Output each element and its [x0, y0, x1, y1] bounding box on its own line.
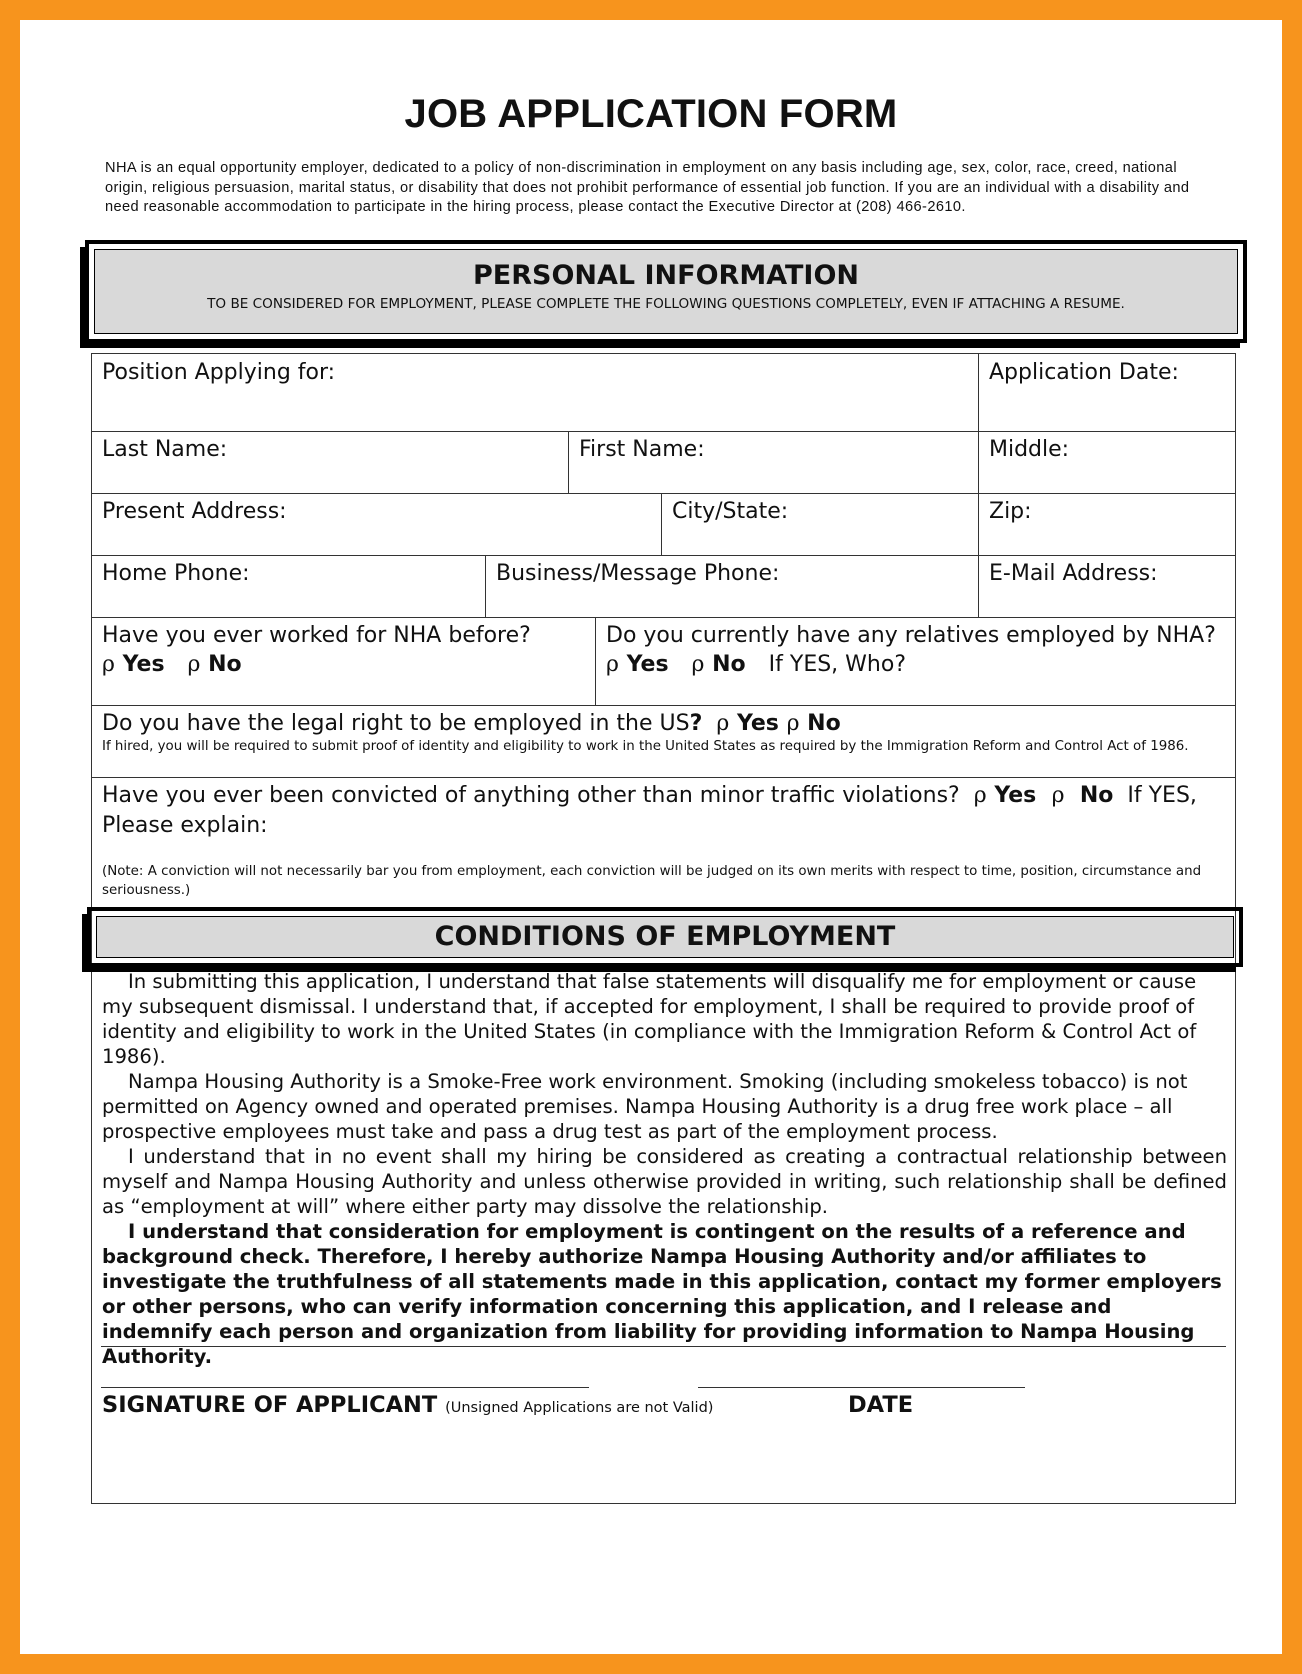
relatives-if-yes-who[interactable]: If YES, Who?: [768, 652, 907, 677]
yes-checkbox[interactable]: ρ: [973, 783, 987, 808]
please-explain-field[interactable]: Please explain:: [102, 813, 268, 838]
personal-information-banner: [85, 240, 1247, 343]
yes-checkbox[interactable]: ρ: [102, 652, 115, 677]
divider: [91, 705, 1236, 706]
yes-label: Yes: [736, 711, 779, 736]
email-address-field[interactable]: E-Mail Address:: [989, 561, 1158, 586]
no-label: No: [807, 711, 841, 736]
personal-information-instructions: TO BE CONSIDERED FOR EMPLOYMENT, PLEASE COMPLETE THE FOLLOWING QUESTIONS COMPLETELY, EVEN IF ATTACHING A RESUME.: [207, 296, 1125, 312]
condition-paragraph: Nampa Housing Authority is a Smoke-Free work environment. Smoking (including smokeless tobacco) is not permitted on Agency owned and operated premises. Nampa Housing Authority is a drug free work place – all prospective employees must take and pass a drug test as part of the employment process.: [102, 1070, 1188, 1143]
zip-field[interactable]: Zip:: [989, 499, 1032, 524]
present-address-field[interactable]: Present Address:: [102, 499, 287, 524]
business-phone-field[interactable]: Business/Message Phone:: [496, 561, 780, 586]
worked-for-nha-question: Have you ever worked for NHA before?: [102, 623, 531, 648]
divider: [91, 431, 1236, 432]
application-date-field[interactable]: Application Date:: [989, 360, 1179, 385]
equal-opportunity-statement: NHA is an equal opportunity employer, dedicated to a policy of non-discrimination in employment on any basis including age, sex, color, race, creed, national origin, religious persuasion, marital status, or disability that does not prohibit performance of essential job function. If you are an individual with a disability and need reasonable accommodation to participate in the hiring process, please contact the Executive Director at (208) 466-2610.: [105, 160, 1190, 215]
conviction-note: (Note: A conviction will not necessarily bar you from employment, each conviction will be judged on its own merits with respect to time, position, circumstance and seriousness.): [102, 864, 1202, 898]
relatives-options: [606, 652, 906, 677]
divider: [978, 353, 979, 617]
no-checkbox[interactable]: ρ: [786, 711, 800, 736]
no-checkbox[interactable]: ρ: [1051, 783, 1065, 808]
no-checkbox[interactable]: ρ: [187, 652, 201, 677]
yes-label: Yes: [626, 652, 669, 677]
condition-paragraph: I understand that in no event shall my hiring be considered as creating a contractual relationship between myself and Nampa Housing Authority and unless otherwise provided in writing, such relationship shall be defined as “employment at will” where either party may dissolve the relationship.: [102, 1145, 1227, 1218]
worked-for-nha-options: [102, 652, 242, 677]
date-line[interactable]: [698, 1387, 1025, 1388]
home-phone-field[interactable]: Home Phone:: [102, 561, 250, 586]
divider: [485, 555, 486, 617]
legal-right-question: Do you have the legal right to be employed in the US? ρ Yes ρ No: [102, 711, 841, 736]
yes-label: Yes: [994, 783, 1037, 808]
legal-right-note: If hired, you will be required to submit proof of identity and eligibility to work in the United States as required by the Immigration Reform and Control Act of 1986.: [102, 739, 1189, 754]
authorization-paragraph: I understand that consideration for employment is contingent on the results of a reference and background check. Therefore, I hereby authorize Nampa Housing Authority and/or affiliates to investigate the truthfulness of all statements made in this application, contact my former employers or other persons, who can verify information concerning this application, and I release and indemnify each person and organization from liability for providing information to Nampa Housing Authority.: [102, 1220, 1222, 1368]
divider: [91, 617, 1236, 618]
conditions-heading: CONDITIONS OF EMPLOYMENT: [434, 921, 896, 952]
divider: [978, 353, 1236, 354]
divider: [91, 493, 1236, 494]
conditions-text: [102, 969, 1227, 1369]
form-title: JOB APPLICATION FORM: [404, 92, 898, 136]
signature-line[interactable]: [101, 1387, 589, 1388]
divider: [91, 555, 1236, 556]
last-name-field[interactable]: Last Name:: [102, 437, 228, 462]
personal-information-heading: PERSONAL INFORMATION: [472, 260, 860, 291]
yes-checkbox[interactable]: ρ: [606, 652, 619, 677]
divider: [568, 431, 569, 493]
divider: [91, 777, 1236, 778]
middle-name-field[interactable]: Middle:: [989, 437, 1070, 462]
position-applying-field[interactable]: Position Applying for:: [102, 360, 336, 385]
divider: [661, 493, 662, 555]
no-label: No: [208, 652, 242, 677]
no-checkbox[interactable]: ρ: [691, 652, 705, 677]
first-name-field[interactable]: First Name:: [579, 437, 705, 462]
condition-paragraph: In submitting this application, I understand that false statements will disqualify me for employment or cause my subsequent dismissal. I understand that, if accepted for employment, I shall be required to provide proof of identity and eligibility to work in the United States (in compliance with the Immigration Reform & Control Act of 1986).: [102, 970, 1197, 1068]
date-label: DATE: [848, 1392, 914, 1418]
yes-checkbox[interactable]: ρ: [716, 711, 730, 736]
relatives-question: Do you currently have any relatives employed by NHA?: [606, 623, 1216, 648]
city-state-field[interactable]: City/State:: [672, 499, 789, 524]
no-label: No: [712, 652, 746, 677]
yes-label: Yes: [122, 652, 165, 677]
unsigned-note: (Unsigned Applications are not Valid): [445, 1400, 714, 1416]
signature-label: SIGNATURE OF APPLICANT (Unsigned Applications are not Valid): [102, 1392, 714, 1418]
no-label: No: [1079, 783, 1114, 808]
divider: [595, 617, 596, 705]
conditions-banner: [87, 907, 1243, 967]
convicted-question: Have you ever been convicted of anything other than minor traffic violations? ρ Yes ρ No If YES,: [102, 783, 1197, 808]
